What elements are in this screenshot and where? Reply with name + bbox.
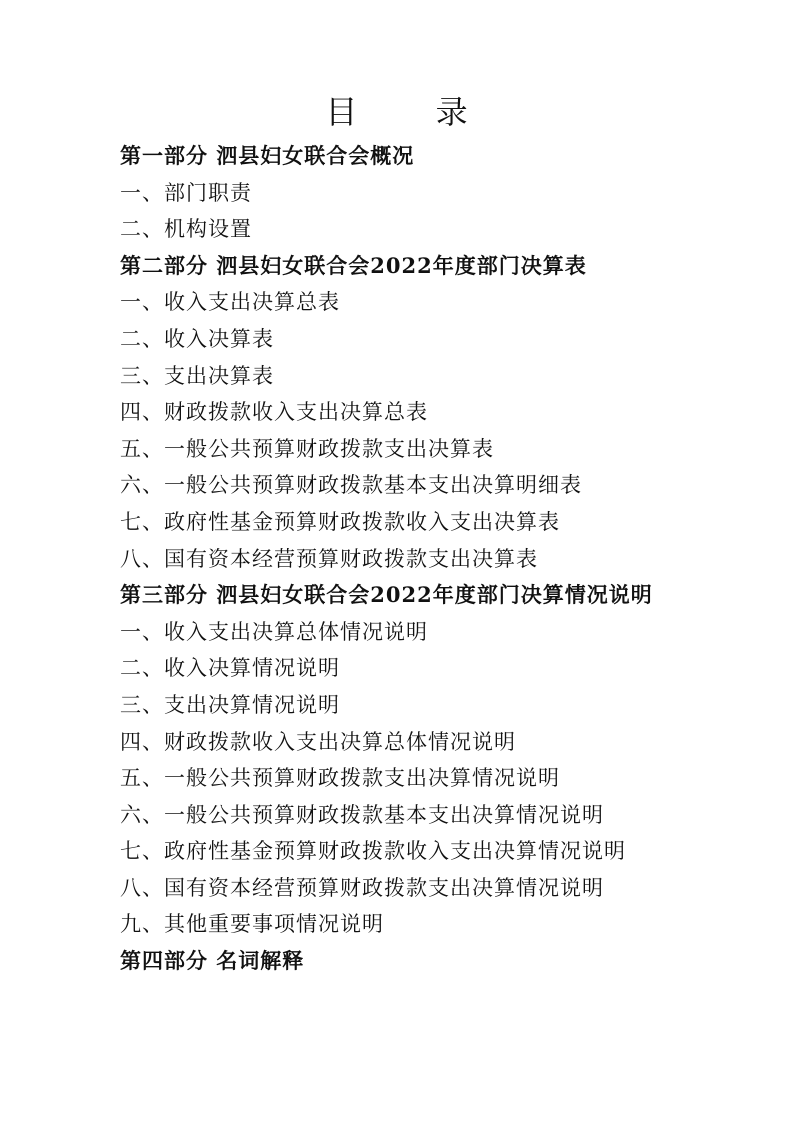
toc-part-4-heading[interactable]: 第四部分 名词解释 <box>120 948 305 974</box>
toc-item[interactable]: 五、一般公共预算财政拨款支出决算情况说明 <box>120 766 560 791</box>
toc-item[interactable]: 八、国有资本经营预算财政拨款支出决算表 <box>120 546 538 571</box>
toc-item[interactable]: 五、一般公共预算财政拨款支出决算表 <box>120 436 494 461</box>
toc-item[interactable]: 一、部门职责 <box>120 180 252 205</box>
toc-item[interactable]: 二、收入决算表 <box>120 326 274 351</box>
toc-item[interactable]: 七、政府性基金预算财政拨款收入支出决算表 <box>120 509 560 534</box>
toc-item[interactable]: 八、国有资本经营预算财政拨款支出决算情况说明 <box>120 875 604 900</box>
toc-item[interactable]: 三、支出决算情况说明 <box>120 692 340 717</box>
toc-item[interactable]: 二、收入决算情况说明 <box>120 656 340 681</box>
page-title: 目 录 <box>325 93 502 131</box>
toc-item[interactable]: 六、一般公共预算财政拨款基本支出决算明细表 <box>120 473 582 498</box>
toc-item[interactable]: 七、政府性基金预算财政拨款收入支出决算情况说明 <box>120 839 626 864</box>
toc-item[interactable]: 二、机构设置 <box>120 217 252 242</box>
toc-item[interactable]: 三、支出决算表 <box>120 363 274 388</box>
toc-item[interactable]: 六、一般公共预算财政拨款基本支出决算情况说明 <box>120 802 604 827</box>
toc-item[interactable]: 一、收入支出决算总表 <box>120 290 340 315</box>
toc-item[interactable]: 四、财政拨款收入支出决算总表 <box>120 400 428 425</box>
toc-item[interactable]: 一、收入支出决算总体情况说明 <box>120 619 428 644</box>
table-of-contents <box>120 138 680 980</box>
toc-item[interactable]: 四、财政拨款收入支出决算总体情况说明 <box>120 729 516 754</box>
toc-part-2-heading[interactable]: 第二部分 泗县妇女联合会2022年度部门决算表 <box>120 252 587 278</box>
toc-part-1-heading[interactable]: 第一部分 泗县妇女联合会概况 <box>120 143 415 168</box>
toc-part-3-heading[interactable]: 第三部分 泗县妇女联合会2022年度部门决算情况说明 <box>120 582 653 608</box>
toc-item[interactable]: 九、其他重要事项情况说明 <box>120 912 384 937</box>
